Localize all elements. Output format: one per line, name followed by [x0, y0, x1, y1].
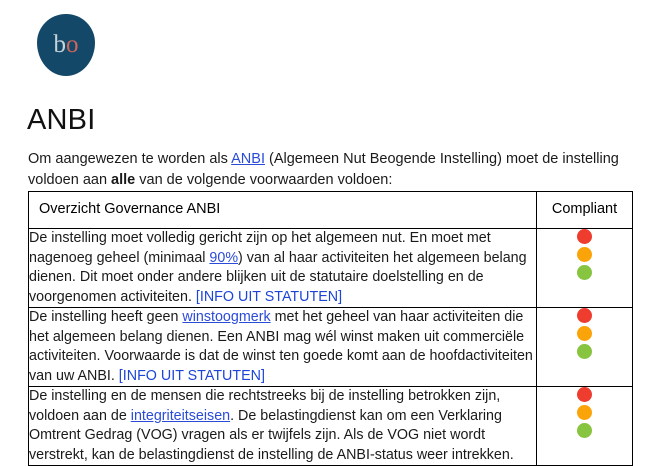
intro-emphasis-alle: alle — [111, 171, 136, 188]
requirement-text-part-2: met het geheel van haar activiteiten die het algemeen belang dienen. Een ANBI mag wél winst maken uit commerciële activiteiten. Voorwaarde is dat de winst ten goede komt aan de hoofdactiviteiten van uw ANBI. — [29, 309, 533, 384]
table-row — [29, 229, 633, 308]
table-row — [29, 387, 633, 466]
intro-paragraph — [28, 149, 632, 191]
governance-table — [28, 191, 633, 466]
table-row — [29, 308, 633, 387]
intro-text-part-2: (Algemeen Nut Beogende Instelling) moet de instelling voldoen aan — [28, 150, 619, 188]
requirement-text-part-2: . De belastingdienst kan om een Verklaring Omtrent Gedrag (VOG) vragen als er twijfels zijn. Als de VOG niet wordt verstrekt, kan de belastingdienst de instelling de ANBI-status weer intrekken. — [29, 407, 514, 463]
status-light-orange[interactable] — [577, 405, 592, 420]
compliance-cell — [537, 229, 633, 308]
intro-text-part-1: Om aangewezen te worden als — [28, 150, 232, 167]
status-light-green[interactable] — [577, 344, 592, 359]
status-light-orange[interactable] — [577, 326, 592, 341]
requirement-text-part-1: De instelling moet volledig gericht zijn op het algemeen nut. En moet met nagenoeg geheel (minimaal — [29, 230, 491, 266]
requirement-text-part-1: De instelling en de mensen die rechtstreeks bij de instelling betrokken zijn, voldoen aan de — [29, 388, 501, 424]
traffic-light-indicator[interactable] — [537, 387, 632, 438]
link-info-uit-statuten[interactable]: [INFO UIT STATUTEN] — [195, 288, 343, 305]
link-ninety-percent[interactable]: 90% — [209, 249, 239, 266]
requirement-cell — [29, 229, 537, 308]
status-light-red[interactable] — [577, 387, 592, 402]
status-light-green[interactable] — [577, 265, 592, 280]
logo-shape — [37, 14, 95, 76]
status-light-orange[interactable] — [577, 247, 592, 262]
link-info-uit-statuten[interactable]: [INFO UIT STATUTEN] — [118, 367, 265, 384]
intro-text-part-3: van de volgende voorwaarden voldoen: — [135, 171, 393, 188]
table-body — [29, 229, 633, 466]
page-title: ANBI — [27, 104, 96, 137]
requirement-cell — [29, 308, 537, 387]
status-light-red[interactable] — [577, 229, 592, 244]
column-header-compliant: Compliant — [537, 192, 633, 229]
table-header-row — [29, 192, 633, 229]
table-head — [29, 192, 633, 229]
requirement-cell — [29, 387, 537, 466]
status-light-green[interactable] — [577, 423, 592, 438]
logo-text — [37, 32, 95, 57]
logo-letter-o: o — [66, 31, 79, 58]
requirement-text-part-2: ) van al haar activiteiten het algemeen belang dienen. Dit moet onder andere blijken uit de statutaire doelstelling en de voorgenomen activiteiten. — [29, 249, 527, 305]
link-winstoogmerk[interactable]: winstoogmerk — [182, 309, 271, 325]
requirement-text-part-1: De instelling heeft geen — [29, 309, 183, 325]
link-integriteitseisen[interactable]: integriteitseisen — [130, 407, 231, 424]
compliance-cell — [537, 308, 633, 387]
logo-letter-b: b — [53, 31, 66, 58]
brand-logo[interactable] — [37, 14, 95, 76]
link-anbi[interactable]: ANBI — [231, 150, 265, 167]
traffic-light-indicator[interactable] — [537, 308, 632, 359]
traffic-light-indicator[interactable] — [537, 229, 632, 280]
column-header-requirement: Overzicht Governance ANBI — [29, 192, 537, 229]
compliance-cell — [537, 387, 633, 466]
status-light-red[interactable] — [577, 308, 592, 323]
